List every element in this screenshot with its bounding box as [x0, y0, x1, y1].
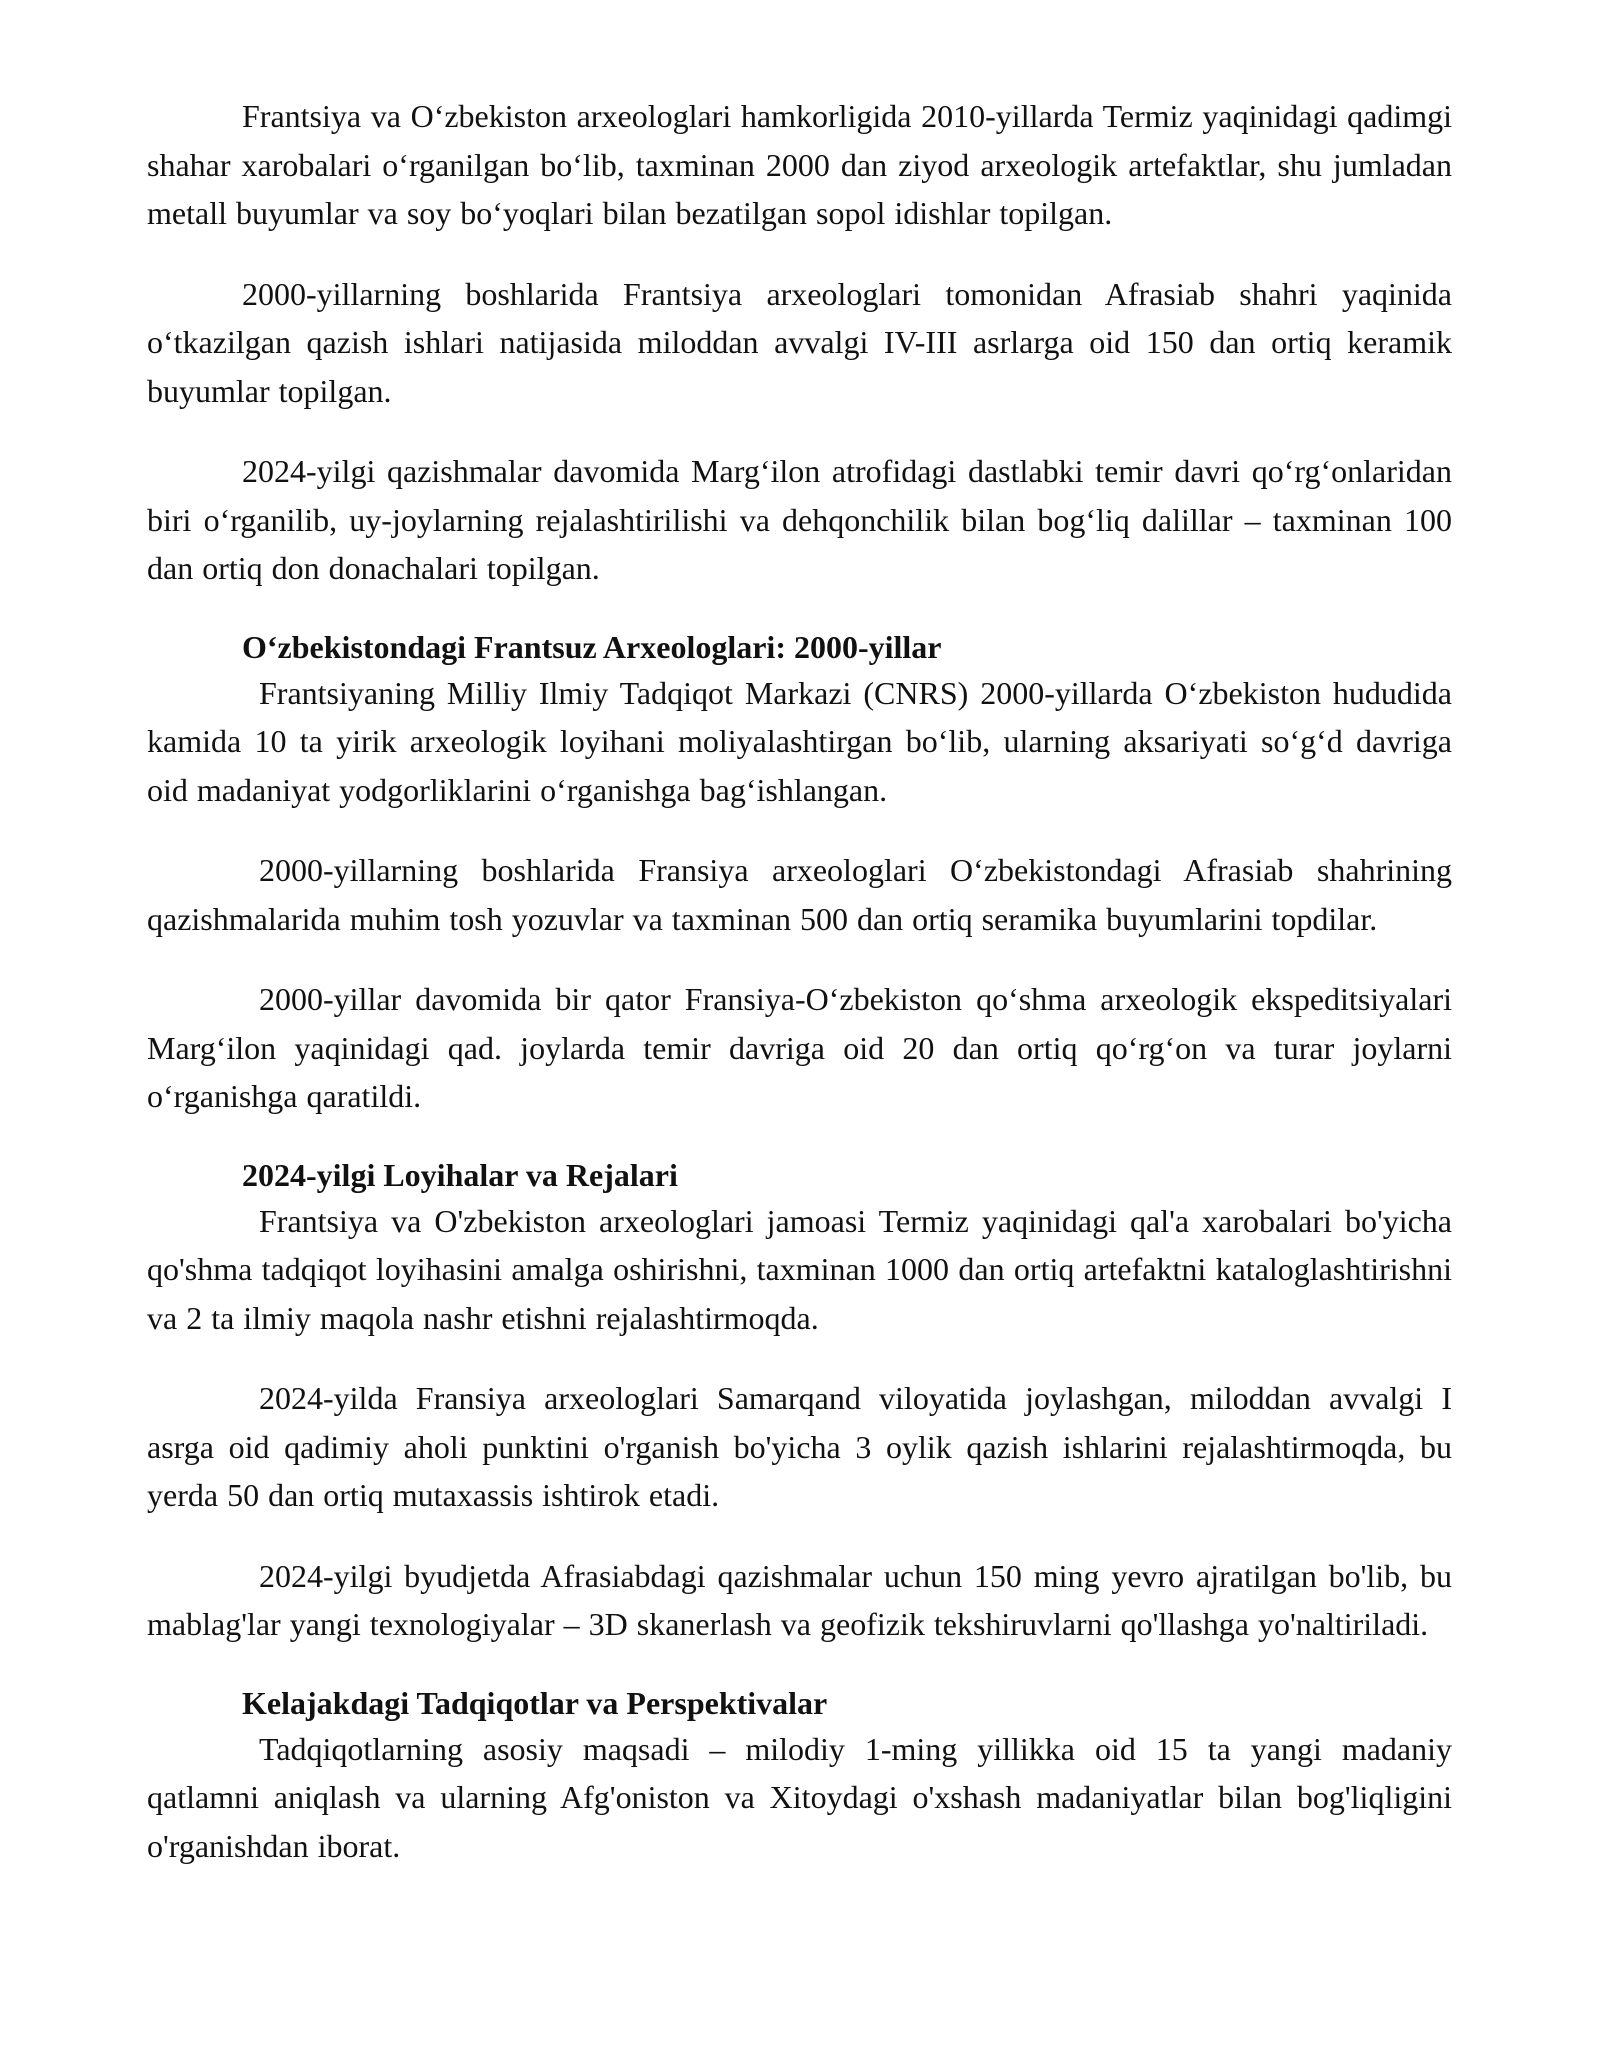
section-heading: 2024-yilgi Loyihalar va Rejalari: [242, 1156, 678, 1193]
paragraph: Frantsiyaning Milliy Ilmiy Tadqiqot Markazi (CNRS) 2000-yillarda O‘zbekiston hududida kamida 10 ta yirik arxeologik loyihani moliyalashtirgan bo‘lib, ularning aksariyati so‘g‘d davriga oid madaniyat yodgorliklarini o‘rganishga bag‘ishlangan.: [147, 674, 1452, 808]
section-2024-projects: [147, 1153, 1452, 1649]
paragraph: 2000-yillar davomida bir qator Fransiya-O‘zbekiston qo‘shma arxeologik ekspeditsiyalari Marg‘ilon yaqinidagi qad. joylarda temir davriga oid 20 dan ortiq qo‘rg‘on va turar joylarni o‘rganishga qaratildi.: [147, 981, 1452, 1114]
paragraph: Frantsiya va O‘zbekiston arxeologlari hamkorligida 2010-yillarda Termiz yaqinidagi qadimgi shahar xarobalari o‘rganilgan bo‘lib, taxminan 2000 dan ziyod arxeologik artefaktlar, shu jumladan metall buyumlar va soy bo‘yoqlari bilan bezatilgan sopol idishlar topilgan.: [147, 98, 1452, 231]
paragraph: Frantsiya va O'zbekiston arxeologlari jamoasi Termiz yaqinidagi qal'a xarobalari bo'yicha qo'shma tadqiqot loyihasini amalga oshirishni, taxminan 1000 dan ortiq artefaktni kataloglashtirishni va 2 ta ilmiy maqola nashr etishni rejalashtirmoqda.: [147, 1202, 1452, 1336]
paragraph: 2000-yillarning boshlarida Frantsiya arxeologlari tomonidan Afrasiab shahri yaqinida o‘tkazilgan qazish ishlari natijasida miloddan avvalgi IV-III asrlarga oid 150 dan ortiq keramik buyumlar topilgan.: [147, 275, 1452, 409]
paragraph: 2024-yilda Fransiya arxeologlari Samarqand viloyatida joylashgan, miloddan avvalgi I asrga oid qadimiy aholi punktini o'rganish bo'yicha 3 oylik qazish ishlarini rejalashtirmoqda, bu yerda 50 dan ortiq mutaxassis ishtirok etadi.: [147, 1380, 1452, 1513]
paragraph: 2024-yilgi byudjetda Afrasiabdagi qazishmalar uchun 150 ming yevro ajratilgan bo'lib, bu mablag'lar yangi texnologiyalar – 3D skanerlash va geofizik tekshiruvlarni qo'llashga yo'naltiriladi.: [147, 1557, 1452, 1642]
paragraph: Tadqiqotlarning asosiy maqsadi – milodiy 1-ming yillikka oid 15 ta yangi madaniy qatlamni aniqlash va ularning Afg'oniston va Xitoydagi o'xshash madaniyatlar bilan bog'liqligini o'rganishdan iborat.: [147, 1730, 1452, 1864]
section-future-research: [147, 1681, 1452, 1871]
paragraph: 2024-yilgi qazishmalar davomida Marg‘ilon atrofidagi dastlabki temir davri qo‘rg‘onlaridan biri o‘rganilib, uy-joylarning rejalashtirilishi va dehqonchilik bilan bog‘liq dalillar – taxminan 100 dan ortiq don donachalari topilgan.: [147, 453, 1452, 586]
section-heading: Kelajakdagi Tadqiqotlar va Perspektivalar: [242, 1684, 828, 1721]
section-heading: O‘zbekistondagi Frantsuz Arxeologlari: 2000-yillar: [242, 628, 942, 665]
paragraph: 2000-yillarning boshlarida Fransiya arxeologlari O‘zbekistondagi Afrasiab shahrining qazishmalarida muhim tosh yozuvlar va taxminan 500 dan ortiq seramika buyumlarini topdilar.: [147, 852, 1452, 937]
section-french-archaeologists-2000s: [147, 625, 1452, 1121]
document-page: [147, 92, 1452, 1902]
